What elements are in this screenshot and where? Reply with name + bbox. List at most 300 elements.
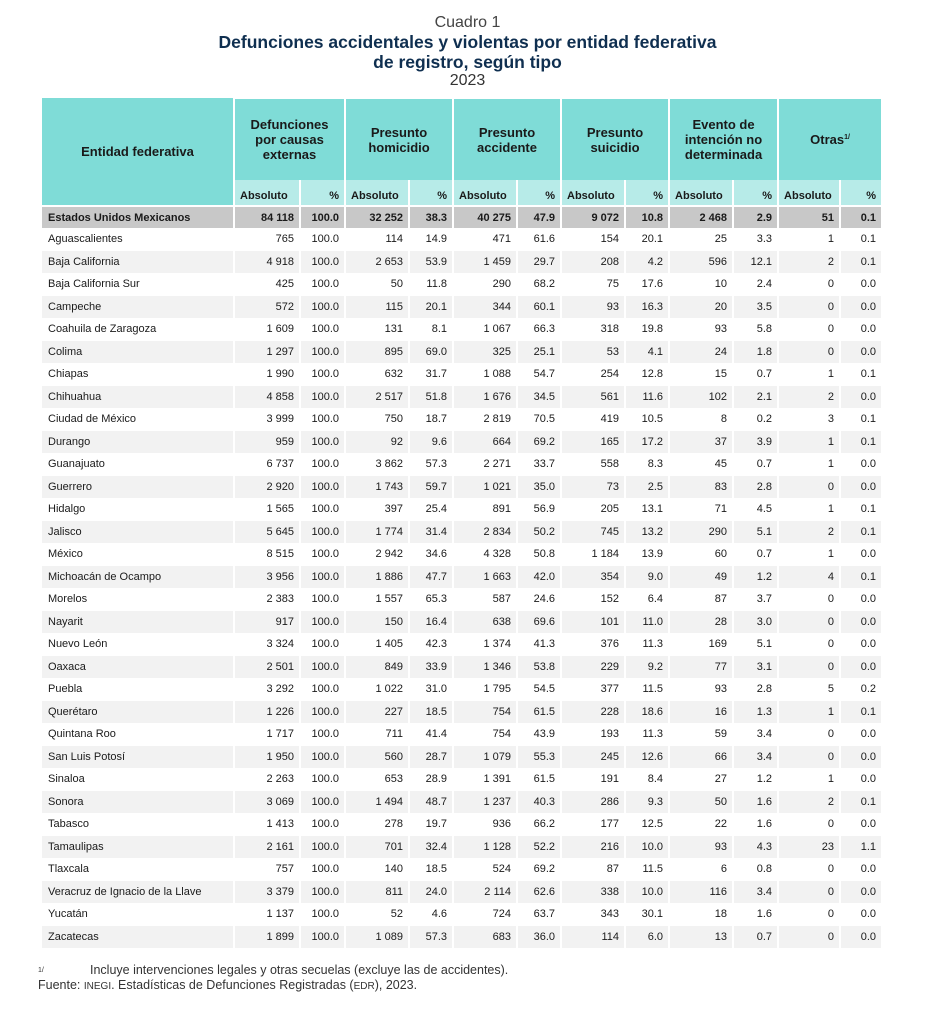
table-row [42, 363, 882, 386]
cell-absolute: 3 956 [234, 566, 300, 589]
cell-percent: 3.4 [733, 881, 778, 904]
cell-percent: 0.7 [733, 926, 778, 949]
cell-absolute: 376 [561, 633, 625, 656]
page-title-line2: de registro, según tipo [373, 52, 562, 72]
cell-absolute: 0 [778, 881, 840, 904]
cell-absolute: 664 [453, 431, 517, 454]
cell-absolute: 561 [561, 386, 625, 409]
cell-percent: 1.2 [733, 566, 778, 589]
source-text-a: . Estadísticas de Defunciones Registradas ( [111, 978, 354, 992]
cell-absolute: 1 459 [453, 251, 517, 274]
cell-absolute: 754 [453, 723, 517, 746]
cell-percent: 14.9 [409, 228, 453, 251]
cell-absolute: 1 413 [234, 813, 300, 836]
cell-absolute: 52 [345, 903, 409, 926]
cell-absolute: 150 [345, 611, 409, 634]
cell-percent: 66.2 [517, 813, 561, 836]
cell-percent: 35.0 [517, 476, 561, 499]
column-group-header [234, 98, 345, 180]
cell-absolute: 596 [669, 251, 733, 274]
cell-absolute: 558 [561, 453, 625, 476]
cell-percent: 100.0 [300, 251, 345, 274]
cell-percent: 34.5 [517, 386, 561, 409]
cell-percent: 100.0 [300, 206, 345, 228]
cell-absolute: 701 [345, 836, 409, 859]
cell-percent: 0.0 [840, 768, 882, 791]
cell-percent: 11.6 [625, 386, 669, 409]
cell-absolute: 45 [669, 453, 733, 476]
column-group-header [453, 98, 561, 180]
cell-absolute: 278 [345, 813, 409, 836]
row-name: Sonora [42, 791, 234, 814]
cell-absolute: 10 [669, 273, 733, 296]
cell-percent: 3.5 [733, 296, 778, 319]
page-title: Defunciones accidentales y violentas por entidad federativa [218, 32, 717, 52]
cell-absolute: 3 069 [234, 791, 300, 814]
cell-absolute: 1 [778, 453, 840, 476]
row-name: Campeche [42, 296, 234, 319]
cell-percent: 17.6 [625, 273, 669, 296]
source-text-b: ), 2023. [374, 978, 418, 992]
cell-percent: 5.1 [733, 633, 778, 656]
footnote-text: Incluye intervenciones legales y otras secuelas (excluye las de accidentes). [90, 963, 509, 977]
cell-absolute: 0 [778, 903, 840, 926]
cell-percent: 0.0 [840, 611, 882, 634]
cell-percent: 36.0 [517, 926, 561, 949]
cell-absolute: 1 [778, 498, 840, 521]
cell-absolute: 27 [669, 768, 733, 791]
row-name: Puebla [42, 678, 234, 701]
footnote-ref: 1/ [38, 967, 44, 974]
cell-percent: 0.7 [733, 363, 778, 386]
cell-percent: 0.2 [733, 408, 778, 431]
cell-percent: 1.3 [733, 701, 778, 724]
cell-absolute: 1 663 [453, 566, 517, 589]
row-name: Nuevo León [42, 633, 234, 656]
cell-absolute: 849 [345, 656, 409, 679]
cell-absolute: 101 [561, 611, 625, 634]
column-header-entity: Entidad federativa [42, 98, 234, 206]
cell-absolute: 1 089 [345, 926, 409, 949]
cell-absolute: 1 088 [453, 363, 517, 386]
cell-absolute: 1 137 [234, 903, 300, 926]
table-row [42, 611, 882, 634]
cell-absolute: 114 [345, 228, 409, 251]
cell-percent: 100.0 [300, 611, 345, 634]
cell-absolute: 1 346 [453, 656, 517, 679]
cell-percent: 9.2 [625, 656, 669, 679]
cell-absolute: 1 950 [234, 746, 300, 769]
cell-percent: 17.2 [625, 431, 669, 454]
cell-absolute: 216 [561, 836, 625, 859]
cell-absolute: 18 [669, 903, 733, 926]
row-name: Colima [42, 341, 234, 364]
cell-percent: 100.0 [300, 701, 345, 724]
cell-percent: 0.1 [840, 206, 882, 228]
cell-percent: 10.8 [625, 206, 669, 228]
cell-percent: 48.7 [409, 791, 453, 814]
cell-percent: 3.1 [733, 656, 778, 679]
cell-absolute: 53 [561, 341, 625, 364]
data-table [42, 97, 883, 948]
cell-percent: 60.1 [517, 296, 561, 319]
cell-percent: 33.7 [517, 453, 561, 476]
cell-percent: 0.1 [840, 431, 882, 454]
cell-percent: 9.6 [409, 431, 453, 454]
cell-percent: 0.1 [840, 408, 882, 431]
cell-absolute: 745 [561, 521, 625, 544]
cell-percent: 69.2 [517, 431, 561, 454]
table-row [42, 926, 882, 949]
cell-absolute: 115 [345, 296, 409, 319]
cell-absolute: 1 021 [453, 476, 517, 499]
cell-percent: 0.0 [840, 903, 882, 926]
cell-absolute: 936 [453, 813, 517, 836]
cell-percent: 4.5 [733, 498, 778, 521]
cell-percent: 5.1 [733, 521, 778, 544]
cell-absolute: 290 [669, 521, 733, 544]
cell-absolute: 229 [561, 656, 625, 679]
cell-percent: 24.6 [517, 588, 561, 611]
row-name: Tlaxcala [42, 858, 234, 881]
cell-percent: 10.5 [625, 408, 669, 431]
cell-absolute: 750 [345, 408, 409, 431]
table-row [42, 813, 882, 836]
cell-absolute: 959 [234, 431, 300, 454]
table-row [42, 408, 882, 431]
cell-percent: 57.3 [409, 453, 453, 476]
column-group-label: Presunto homicidio [368, 124, 430, 155]
cell-percent: 52.2 [517, 836, 561, 859]
cell-percent: 28.9 [409, 768, 453, 791]
cell-absolute: 1 899 [234, 926, 300, 949]
cell-absolute: 2 468 [669, 206, 733, 228]
cell-percent: 20.1 [409, 296, 453, 319]
cell-percent: 0.1 [840, 363, 882, 386]
cell-percent: 1.6 [733, 903, 778, 926]
subheader-absoluto: Absoluto [561, 180, 625, 206]
cell-percent: 100.0 [300, 228, 345, 251]
cell-percent: 0.0 [840, 453, 882, 476]
cell-percent: 13.1 [625, 498, 669, 521]
cell-percent: 0.2 [840, 678, 882, 701]
cell-percent: 31.7 [409, 363, 453, 386]
cell-percent: 50.8 [517, 543, 561, 566]
cell-absolute: 572 [234, 296, 300, 319]
table-row [42, 588, 882, 611]
cell-absolute: 193 [561, 723, 625, 746]
cell-absolute: 2 383 [234, 588, 300, 611]
cell-absolute: 49 [669, 566, 733, 589]
cell-absolute: 2 271 [453, 453, 517, 476]
cell-absolute: 116 [669, 881, 733, 904]
cell-percent: 68.2 [517, 273, 561, 296]
cell-absolute: 1 743 [345, 476, 409, 499]
cell-percent: 4.2 [625, 251, 669, 274]
cell-percent: 5.8 [733, 318, 778, 341]
cell-percent: 61.6 [517, 228, 561, 251]
cell-absolute: 1 374 [453, 633, 517, 656]
cell-percent: 0.0 [840, 746, 882, 769]
subheader-absoluto: Absoluto [234, 180, 300, 206]
column-group-label: Presunto accidente [477, 124, 537, 155]
table-row [42, 881, 882, 904]
cell-percent: 100.0 [300, 566, 345, 589]
cell-percent: 8.3 [625, 453, 669, 476]
table-row [42, 453, 882, 476]
cell-absolute: 2 114 [453, 881, 517, 904]
cell-absolute: 711 [345, 723, 409, 746]
cell-percent: 11.0 [625, 611, 669, 634]
cell-percent: 33.9 [409, 656, 453, 679]
cell-percent: 100.0 [300, 386, 345, 409]
cell-absolute: 2 161 [234, 836, 300, 859]
cell-absolute: 191 [561, 768, 625, 791]
cell-absolute: 1 [778, 228, 840, 251]
cell-percent: 0.0 [840, 386, 882, 409]
cell-absolute: 1 774 [345, 521, 409, 544]
cell-absolute: 3 999 [234, 408, 300, 431]
cell-percent: 70.5 [517, 408, 561, 431]
row-name: Yucatán [42, 903, 234, 926]
cell-percent: 2.8 [733, 476, 778, 499]
cell-absolute: 2 [778, 521, 840, 544]
cell-absolute: 254 [561, 363, 625, 386]
cell-absolute: 3 [778, 408, 840, 431]
cell-percent: 0.1 [840, 701, 882, 724]
subheader-absoluto: Absoluto [778, 180, 840, 206]
footnotes [38, 963, 508, 994]
cell-absolute: 2 834 [453, 521, 517, 544]
cell-percent: 13.9 [625, 543, 669, 566]
cell-percent: 0.0 [840, 813, 882, 836]
cell-percent: 3.3 [733, 228, 778, 251]
cell-absolute: 1 297 [234, 341, 300, 364]
subheader-percent: % [625, 180, 669, 206]
cell-absolute: 754 [453, 701, 517, 724]
cell-percent: 38.3 [409, 206, 453, 228]
cell-absolute: 1 [778, 363, 840, 386]
cell-percent: 3.4 [733, 723, 778, 746]
cell-percent: 100.0 [300, 498, 345, 521]
cell-percent: 4.3 [733, 836, 778, 859]
cell-absolute: 1 391 [453, 768, 517, 791]
subheader-percent: % [300, 180, 345, 206]
cell-percent: 34.6 [409, 543, 453, 566]
cell-percent: 0.0 [840, 881, 882, 904]
row-name: Veracruz de Ignacio de la Llave [42, 881, 234, 904]
cell-percent: 100.0 [300, 903, 345, 926]
cell-percent: 100.0 [300, 723, 345, 746]
table-row [42, 431, 882, 454]
cell-percent: 24.0 [409, 881, 453, 904]
cell-absolute: 632 [345, 363, 409, 386]
cell-percent: 69.2 [517, 858, 561, 881]
cell-absolute: 16 [669, 701, 733, 724]
source-abbr: EDR [353, 981, 375, 992]
cell-percent: 0.0 [840, 926, 882, 949]
cell-percent: 53.9 [409, 251, 453, 274]
cell-percent: 63.7 [517, 903, 561, 926]
cell-absolute: 2 263 [234, 768, 300, 791]
cell-absolute: 71 [669, 498, 733, 521]
cell-absolute: 6 [669, 858, 733, 881]
row-name: Quintana Roo [42, 723, 234, 746]
subheader-percent: % [733, 180, 778, 206]
cell-percent: 28.7 [409, 746, 453, 769]
cell-absolute: 318 [561, 318, 625, 341]
cell-absolute: 84 118 [234, 206, 300, 228]
cell-percent: 47.7 [409, 566, 453, 589]
cell-percent: 100.0 [300, 341, 345, 364]
row-name: Estados Unidos Mexicanos [42, 206, 234, 228]
table-row [42, 228, 882, 251]
source-label: Fuente: [38, 978, 81, 992]
cell-percent: 0.0 [840, 723, 882, 746]
cell-percent: 19.8 [625, 318, 669, 341]
cell-percent: 100.0 [300, 296, 345, 319]
row-name: Aguascalientes [42, 228, 234, 251]
cell-absolute: 51 [778, 206, 840, 228]
cell-percent: 50.2 [517, 521, 561, 544]
cell-absolute: 2 653 [345, 251, 409, 274]
cell-absolute: 60 [669, 543, 733, 566]
cell-percent: 51.8 [409, 386, 453, 409]
cell-absolute: 1 990 [234, 363, 300, 386]
cell-percent: 30.1 [625, 903, 669, 926]
cell-percent: 18.6 [625, 701, 669, 724]
cell-percent: 18.7 [409, 408, 453, 431]
cell-absolute: 24 [669, 341, 733, 364]
cell-absolute: 1 717 [234, 723, 300, 746]
cell-absolute: 5 [778, 678, 840, 701]
cell-absolute: 1 067 [453, 318, 517, 341]
cell-absolute: 205 [561, 498, 625, 521]
row-name: Ciudad de México [42, 408, 234, 431]
cell-absolute: 50 [669, 791, 733, 814]
cell-percent: 10.0 [625, 836, 669, 859]
cell-percent: 11.5 [625, 678, 669, 701]
row-name: Tabasco [42, 813, 234, 836]
cell-percent: 100.0 [300, 678, 345, 701]
cell-percent: 69.6 [517, 611, 561, 634]
cell-absolute: 2 920 [234, 476, 300, 499]
table-row [42, 386, 882, 409]
cell-absolute: 140 [345, 858, 409, 881]
cell-percent: 100.0 [300, 633, 345, 656]
column-group-label: Otras [810, 132, 845, 147]
cell-absolute: 77 [669, 656, 733, 679]
cell-percent: 8.1 [409, 318, 453, 341]
cell-percent: 59.7 [409, 476, 453, 499]
cell-percent: 12.1 [733, 251, 778, 274]
cell-percent: 100.0 [300, 476, 345, 499]
cell-absolute: 1 [778, 701, 840, 724]
table-row [42, 678, 882, 701]
cell-absolute: 50 [345, 273, 409, 296]
cell-percent: 100.0 [300, 746, 345, 769]
cell-percent: 42.0 [517, 566, 561, 589]
column-group-header [345, 98, 453, 180]
cell-percent: 12.6 [625, 746, 669, 769]
cell-percent: 1.6 [733, 813, 778, 836]
cell-absolute: 75 [561, 273, 625, 296]
cell-percent: 0.8 [733, 858, 778, 881]
cell-absolute: 208 [561, 251, 625, 274]
table-row [42, 521, 882, 544]
cell-absolute: 653 [345, 768, 409, 791]
cell-percent: 0.0 [840, 588, 882, 611]
cell-percent: 16.3 [625, 296, 669, 319]
cell-percent: 53.8 [517, 656, 561, 679]
cell-percent: 18.5 [409, 701, 453, 724]
cell-percent: 12.5 [625, 813, 669, 836]
cell-percent: 11.8 [409, 273, 453, 296]
cell-absolute: 0 [778, 588, 840, 611]
cell-absolute: 757 [234, 858, 300, 881]
cell-absolute: 587 [453, 588, 517, 611]
cell-absolute: 15 [669, 363, 733, 386]
cell-percent: 31.4 [409, 521, 453, 544]
cell-absolute: 2 [778, 251, 840, 274]
cell-absolute: 344 [453, 296, 517, 319]
cell-absolute: 1 565 [234, 498, 300, 521]
cell-absolute: 37 [669, 431, 733, 454]
row-name: Coahuila de Zaragoza [42, 318, 234, 341]
cell-absolute: 1 [778, 768, 840, 791]
cell-absolute: 1 079 [453, 746, 517, 769]
subheader-percent: % [517, 180, 561, 206]
cell-absolute: 1 237 [453, 791, 517, 814]
cell-absolute: 93 [669, 678, 733, 701]
cell-percent: 0.0 [840, 858, 882, 881]
cell-percent: 100.0 [300, 926, 345, 949]
cell-absolute: 93 [669, 836, 733, 859]
cell-absolute: 8 515 [234, 543, 300, 566]
cell-absolute: 765 [234, 228, 300, 251]
row-name: Durango [42, 431, 234, 454]
cell-percent: 100.0 [300, 768, 345, 791]
cell-absolute: 131 [345, 318, 409, 341]
cell-absolute: 59 [669, 723, 733, 746]
cell-percent: 41.4 [409, 723, 453, 746]
cell-absolute: 227 [345, 701, 409, 724]
cell-percent: 25.4 [409, 498, 453, 521]
cell-percent: 57.3 [409, 926, 453, 949]
cell-percent: 2.5 [625, 476, 669, 499]
cell-absolute: 1 226 [234, 701, 300, 724]
cell-percent: 11.3 [625, 633, 669, 656]
cell-absolute: 0 [778, 633, 840, 656]
cell-absolute: 32 252 [345, 206, 409, 228]
cell-absolute: 2 819 [453, 408, 517, 431]
row-name: Chiapas [42, 363, 234, 386]
cell-absolute: 354 [561, 566, 625, 589]
cell-absolute: 8 [669, 408, 733, 431]
cell-absolute: 22 [669, 813, 733, 836]
cell-percent: 65.3 [409, 588, 453, 611]
cell-percent: 12.8 [625, 363, 669, 386]
cell-absolute: 114 [561, 926, 625, 949]
cell-percent: 4.1 [625, 341, 669, 364]
column-group-label: Evento de intención no determinada [684, 117, 763, 162]
table-row [42, 701, 882, 724]
cell-percent: 0.1 [840, 251, 882, 274]
cell-percent: 100.0 [300, 363, 345, 386]
cell-absolute: 1 494 [345, 791, 409, 814]
table-row [42, 543, 882, 566]
cell-percent: 100.0 [300, 431, 345, 454]
